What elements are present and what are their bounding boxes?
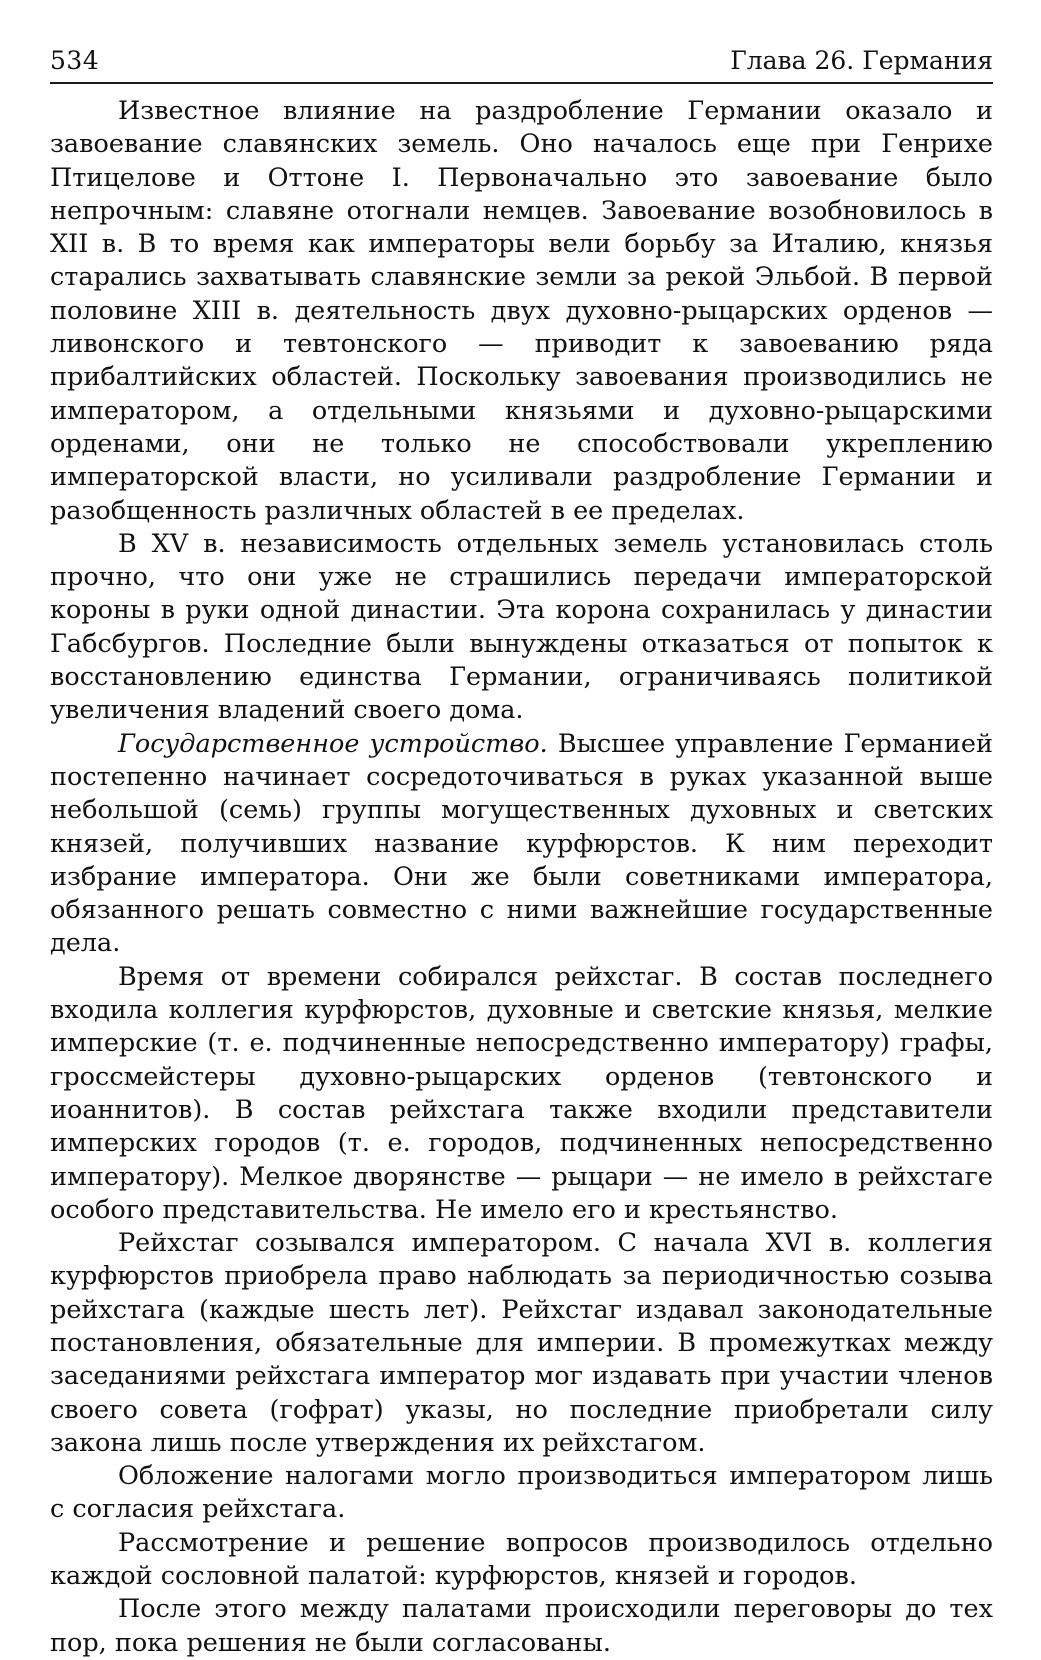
paragraph (50, 95, 993, 528)
paragraph (50, 1593, 993, 1660)
page-number: 534 (50, 46, 100, 75)
paragraph-text: После этого между палатами происходили переговоры до тех пор, пока решения не были согласованы. (50, 1594, 993, 1658)
paragraph-text: Рейхстаг созывался императором. С начала XVI в. коллегия курфюрстов приобрела право наблюдать за периодичностью созыва рейхстага (каждые шесть лет). Рейхстаг издавал законодательные постановления, обязательные для империи. В промежутках между заседаниями рейхстага император мог издавать при участии членов своего совета (гофрат) указы, но последние приобретали силу закона лишь после утверждения их рейхстагом. (50, 1228, 993, 1458)
paragraph (50, 528, 993, 728)
paragraph (50, 1460, 993, 1527)
paragraph-text: Обложение налогами могло производиться императором лишь с согласия рейхстага. (50, 1461, 993, 1525)
section-heading: Государственное устройство. (118, 728, 548, 759)
paragraph-text: В XV в. независимость отдельных земель установилась столь прочно, что они уже не страшились передачи императорской короны в руки одной династии. Эта корона сохранилась у династии Габсбургов. Последние были вынуждены отказаться от попыток к восстановлению единства Германии, ограничиваясь политикой увеличения владений своего дома. (50, 528, 993, 726)
paragraph-text: Время от времени собирался рейхстаг. В состав последнего входила коллегия курфюрстов, духовные и светские князья, мелкие имперские (т. е. подчиненные непосредственно императору) графы, гроссмейстеры духовно-рыцарских орденов (тевтонского и иоаннитов). В состав рейхстага также входили представители имперских городов (т. е. городов, подчиненных непосредственно императору). Мелкое дворянстве — рыцари — не имело в рейхстаге особого представительства. Не имело его и крестьянство. (50, 961, 993, 1225)
running-head: Глава 26. Германия (730, 46, 993, 75)
paragraph (50, 961, 993, 1227)
paragraph (50, 728, 993, 961)
paragraph (50, 1227, 993, 1460)
paragraph-text: Известное влияние на раздробление Германии оказало и завоевание славянских земель. Оно началось еще при Генрихе Птицелове и Оттоне I. Первоначально это завоевание было непрочным: славяне отогнали немцев. Завоевание возобновилось в XII в. В то время как императоры вели борьбу за Италию, князья старались захватывать славянские земли за рекой Эльбой. В первой половине XIII в. деятельность двух духовно-рыцарских орденов — ливонского и тевтонского — приводит к завоеванию ряда прибалтийских областей. Поскольку завоевания производились не императором, а отдельными князьями и духовно-рыцарскими орденами, они не только не способствовали укреплению императорской власти, но усиливали раздробление Германии и разобщенность различных областей в ее пределах. (50, 96, 993, 526)
paragraph-text: Рассмотрение и решение вопросов производилось отдельно каждой сословной палатой: курфюрстов, князей и городов. (50, 1527, 993, 1592)
paragraph-text: Высшее управление Германией постепенно начинает сосредоточиваться в руках указанной выше небольшой (семь) группы могущественных духовных и светских князей, получивших название курфюрстов. К ним переходит избрание императора. Они же были советниками императора, обязанного решать совместно с ними важнейшие государственные дела. (50, 728, 993, 959)
page-header (50, 42, 993, 84)
paragraph (50, 1527, 993, 1594)
page-body (50, 95, 993, 1660)
